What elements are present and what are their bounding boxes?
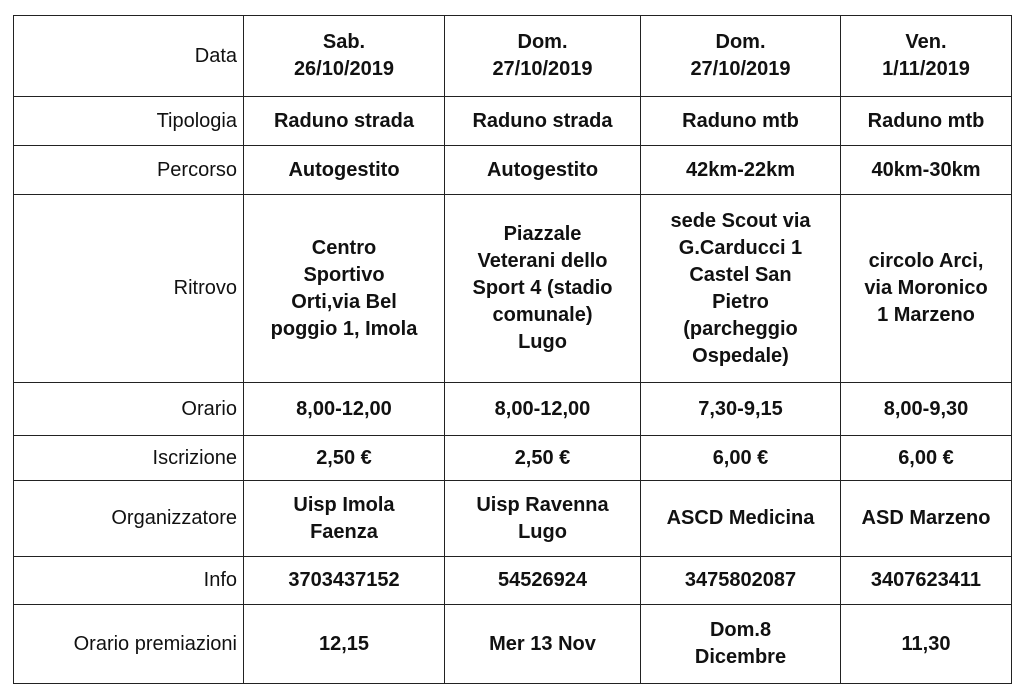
cell-percorso-3: 42km-22km bbox=[641, 146, 841, 195]
cell-info-4: 3407623411 bbox=[841, 557, 1012, 605]
cell-organizzatore-3: ASCD Medicina bbox=[641, 481, 841, 557]
label-orario: Orario bbox=[14, 383, 244, 436]
label-tipologia: Tipologia bbox=[14, 97, 244, 146]
cell-orario-4: 8,00-9,30 bbox=[841, 383, 1012, 436]
row-info bbox=[14, 557, 1012, 605]
label-organizzatore: Organizzatore bbox=[14, 481, 244, 557]
cell-orario-1: 8,00-12,00 bbox=[244, 383, 445, 436]
cell-data-4: Ven. 1/11/2019 bbox=[841, 16, 1012, 97]
cell-ritrovo-4: circolo Arci, via Moronico 1 Marzeno bbox=[841, 195, 1012, 383]
cell-tipologia-3: Raduno mtb bbox=[641, 97, 841, 146]
cell-premiazioni-4: 11,30 bbox=[841, 605, 1012, 684]
cell-organizzatore-2: Uisp Ravenna Lugo bbox=[445, 481, 641, 557]
row-premiazioni bbox=[14, 605, 1012, 684]
cell-percorso-1: Autogestito bbox=[244, 146, 445, 195]
cell-tipologia-1: Raduno strada bbox=[244, 97, 445, 146]
cell-organizzatore-4: ASD Marzeno bbox=[841, 481, 1012, 557]
row-tipologia bbox=[14, 97, 1012, 146]
cell-ritrovo-1: Centro Sportivo Orti,via Bel poggio 1, Imola bbox=[244, 195, 445, 383]
row-percorso bbox=[14, 146, 1012, 195]
row-iscrizione bbox=[14, 436, 1012, 481]
cell-orario-3: 7,30-9,15 bbox=[641, 383, 841, 436]
label-info: Info bbox=[14, 557, 244, 605]
row-data bbox=[14, 16, 1012, 97]
cell-percorso-2: Autogestito bbox=[445, 146, 641, 195]
label-premiazioni: Orario premiazioni bbox=[14, 605, 244, 684]
cell-data-1: Sab. 26/10/2019 bbox=[244, 16, 445, 97]
cell-info-3: 3475802087 bbox=[641, 557, 841, 605]
cell-iscrizione-2: 2,50 € bbox=[445, 436, 641, 481]
cell-ritrovo-2: Piazzale Veterani dello Sport 4 (stadio comunale) Lugo bbox=[445, 195, 641, 383]
cell-info-1: 3703437152 bbox=[244, 557, 445, 605]
events-table bbox=[13, 15, 1012, 684]
label-ritrovo: Ritrovo bbox=[14, 195, 244, 383]
cell-premiazioni-1: 12,15 bbox=[244, 605, 445, 684]
cell-iscrizione-4: 6,00 € bbox=[841, 436, 1012, 481]
cell-premiazioni-3: Dom.8 Dicembre bbox=[641, 605, 841, 684]
label-data: Data bbox=[14, 16, 244, 97]
cell-percorso-4: 40km-30km bbox=[841, 146, 1012, 195]
cell-tipologia-4: Raduno mtb bbox=[841, 97, 1012, 146]
cell-data-2: Dom. 27/10/2019 bbox=[445, 16, 641, 97]
row-organizzatore bbox=[14, 481, 1012, 557]
cell-premiazioni-2: Mer 13 Nov bbox=[445, 605, 641, 684]
label-iscrizione: Iscrizione bbox=[14, 436, 244, 481]
cell-info-2: 54526924 bbox=[445, 557, 641, 605]
cell-ritrovo-3: sede Scout via G.Carducci 1 Castel San Pietro (parcheggio Ospedale) bbox=[641, 195, 841, 383]
cell-orario-2: 8,00-12,00 bbox=[445, 383, 641, 436]
cell-data-3: Dom. 27/10/2019 bbox=[641, 16, 841, 97]
cell-iscrizione-1: 2,50 € bbox=[244, 436, 445, 481]
cell-tipologia-2: Raduno strada bbox=[445, 97, 641, 146]
row-ritrovo bbox=[14, 195, 1012, 383]
cell-iscrizione-3: 6,00 € bbox=[641, 436, 841, 481]
cell-organizzatore-1: Uisp Imola Faenza bbox=[244, 481, 445, 557]
label-percorso: Percorso bbox=[14, 146, 244, 195]
row-orario bbox=[14, 383, 1012, 436]
